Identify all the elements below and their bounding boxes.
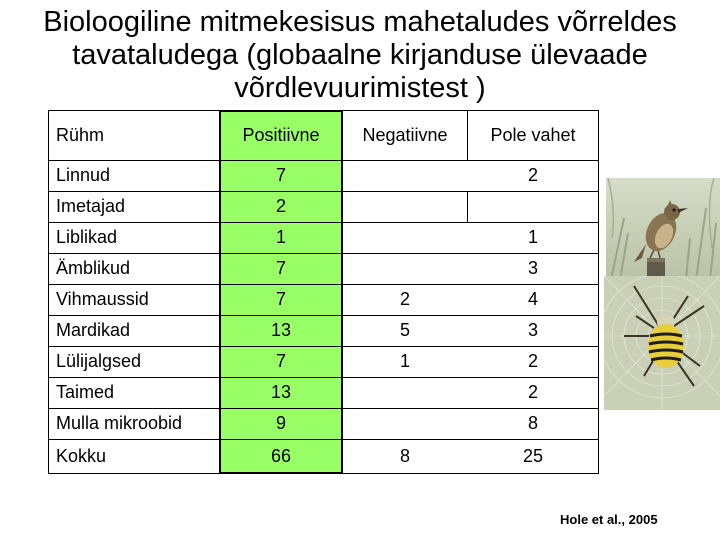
row-group: Ämblikud	[56, 258, 131, 278]
header-positive: Positiivne	[242, 125, 320, 145]
row-negative: 1	[399, 351, 410, 371]
row-group: Mardikad	[56, 320, 131, 340]
bird-photo	[606, 178, 720, 280]
row-positive: 13	[270, 382, 292, 402]
title-line-2: tavataludega (globaalne kirjanduse ülevaade	[72, 39, 648, 71]
row-negative: 5	[399, 320, 410, 340]
row-no-difference	[467, 191, 599, 222]
row-group: Mulla mikroobid	[56, 413, 183, 433]
row-positive: 13	[270, 320, 292, 340]
row-negative	[343, 377, 467, 408]
row-no-difference: 4	[527, 289, 538, 309]
row-negative	[343, 408, 467, 439]
row-negative	[343, 160, 467, 191]
row-no-difference: 3	[527, 320, 538, 340]
row-group: Liblikad	[56, 227, 118, 247]
slide-title	[20, 6, 700, 105]
row-no-difference: 8	[527, 413, 538, 433]
row-no-difference: 2	[527, 165, 538, 185]
row-positive: 7	[275, 258, 286, 278]
row-group: Lülijalgsed	[56, 351, 142, 371]
row-group: Taimed	[56, 382, 115, 402]
row-negative: 8	[399, 446, 410, 466]
row-negative: 2	[399, 289, 410, 309]
header-negative: Negatiivne	[362, 125, 448, 145]
row-group: Kokku	[56, 446, 107, 466]
row-positive: 1	[275, 227, 286, 247]
row-positive: 66	[270, 446, 292, 466]
title-line-1: Bioloogiline mitmekesisus mahetaludes võrreldes	[43, 6, 677, 38]
row-no-difference: 2	[527, 351, 538, 371]
row-positive: 7	[275, 289, 286, 309]
spider-photo	[604, 276, 720, 410]
header-group: Rühm	[56, 125, 105, 145]
row-positive: 2	[275, 196, 286, 216]
row-positive: 7	[275, 165, 286, 185]
row-positive: 7	[275, 351, 286, 371]
row-negative	[343, 253, 467, 284]
row-no-difference: 1	[527, 227, 538, 247]
header-no-difference: Pole vahet	[490, 125, 576, 145]
row-group: Vihmaussid	[56, 289, 149, 309]
row-negative	[343, 191, 467, 222]
citation: Hole et al., 2005	[560, 512, 658, 527]
row-group: Linnud	[56, 165, 111, 185]
title-line-3: võrdlevuurimistest )	[234, 72, 486, 104]
row-group: Imetajad	[56, 196, 126, 216]
row-positive: 9	[275, 413, 286, 433]
row-no-difference: 2	[527, 382, 538, 402]
row-negative	[343, 222, 467, 253]
row-divider	[48, 439, 599, 440]
row-no-difference: 25	[522, 446, 544, 466]
row-no-difference: 3	[527, 258, 538, 278]
